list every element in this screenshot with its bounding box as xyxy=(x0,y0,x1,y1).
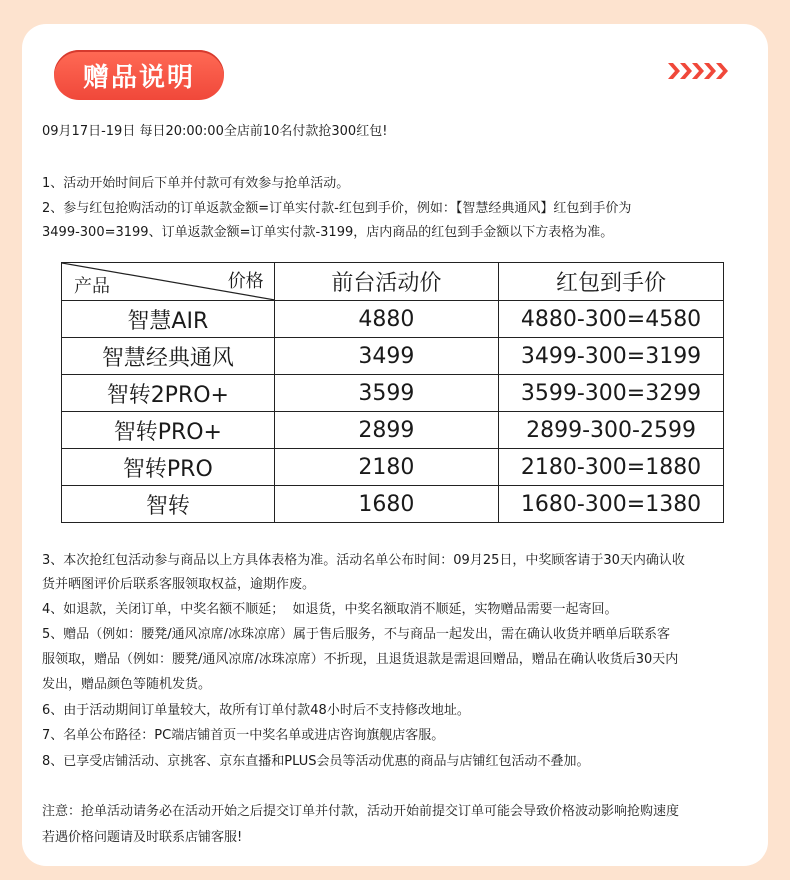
final-price-cell: 3499-300=3199 xyxy=(499,338,724,375)
table-corner-cell xyxy=(62,263,275,301)
corner-price-label: 价格 xyxy=(227,271,264,292)
table-row xyxy=(62,412,724,449)
price-cell: 2180 xyxy=(274,449,498,486)
final-price-cell: 2899-300-2599 xyxy=(499,412,724,449)
rule-line: 发出，赠品颜色等随机发货。 xyxy=(42,677,212,692)
final-price-cell: 1680-300=1380 xyxy=(499,486,724,523)
notice-line: 注意：抢单活动请务必在活动开始之后提交订单并付款，活动开始前提交订单可能会导致价格波动影响抢购速度 xyxy=(42,804,680,819)
product-cell: 智转2PRO+ xyxy=(62,375,275,412)
product-cell: 智转 xyxy=(62,486,275,523)
rule-line: 3499-300=3199、订单返款金额=订单实付款-3199，店内商品的红包到手金额以下方表格为准。 xyxy=(42,225,614,240)
rule-line: 1、活动开始时间后下单并付款可有效参与抢单活动。 xyxy=(42,176,350,191)
table-row xyxy=(62,486,724,523)
price-cell: 4880 xyxy=(274,301,498,338)
product-cell: 智转PRO+ xyxy=(62,412,275,449)
table-header-row xyxy=(62,263,724,301)
section-title-tab: 赠品说明 xyxy=(54,50,224,100)
product-cell: 智慧AIR xyxy=(62,301,275,338)
price-cell: 3499 xyxy=(274,338,498,375)
corner-product-label: 产品 xyxy=(74,276,110,297)
price-cell: 3599 xyxy=(274,375,498,412)
price-table xyxy=(61,262,724,523)
column-header: 红包到手价 xyxy=(499,263,724,301)
rule-line: 3、本次抢红包活动参与商品以上方具体表格为准。活动名单公布时间：09月25日，中奖顾客请于30天内确认收 xyxy=(42,553,685,568)
intro-text: 09月17日-19日 每日20:00:00全店前10名付款抢300红包! xyxy=(42,124,388,139)
notice-line: 若遇价格问题请及时联系店铺客服! xyxy=(42,830,243,845)
rule-line: 5、赠品（例如：腰凳/通风凉席/冰珠凉席）属于售后服务，不与商品一起发出，需在确认收货并晒单后联系客 xyxy=(42,627,671,642)
rule-line: 4、如退款，关闭订单，中奖名额不顺延； 如退货，中奖名额取消不顺延，实物赠品需要一起寄回。 xyxy=(42,602,618,617)
final-price-cell: 4880-300=4580 xyxy=(499,301,724,338)
rule-line: 6、由于活动期间订单量较大，故所有订单付款48小时后不支持修改地址。 xyxy=(42,703,470,718)
double-chevron-right-icon xyxy=(668,60,740,82)
table-row xyxy=(62,338,724,375)
rule-line: 货并晒图评价后联系客服领取权益，逾期作废。 xyxy=(42,577,316,592)
product-cell: 智转PRO xyxy=(62,449,275,486)
price-cell: 2899 xyxy=(274,412,498,449)
product-cell: 智慧经典通风 xyxy=(62,338,275,375)
final-price-cell: 3599-300=3299 xyxy=(499,375,724,412)
rule-line: 8、已享受店铺活动、京挑客、京东直播和PLUS会员等活动优惠的商品与店铺红包活动不叠加。 xyxy=(42,754,590,769)
table-row xyxy=(62,375,724,412)
rule-line: 2、参与红包抢购活动的订单返款金额=订单实付款-红包到手价，例如：【智慧经典通风】红包到手价为 xyxy=(42,201,632,216)
rule-line: 服领取，赠品（例如：腰凳/通风凉席/冰珠凉席）不折现，且退货退款是需退回赠品，赠品在确认收货后30天内 xyxy=(42,652,679,667)
price-cell: 1680 xyxy=(274,486,498,523)
final-price-cell: 2180-300=1880 xyxy=(499,449,724,486)
rule-line: 7、名单公布路径：PC端店铺首页一中奖名单或进店咨询旗舰店客服。 xyxy=(42,728,445,743)
table-row xyxy=(62,449,724,486)
column-header: 前台活动价 xyxy=(274,263,498,301)
table-row xyxy=(62,301,724,338)
